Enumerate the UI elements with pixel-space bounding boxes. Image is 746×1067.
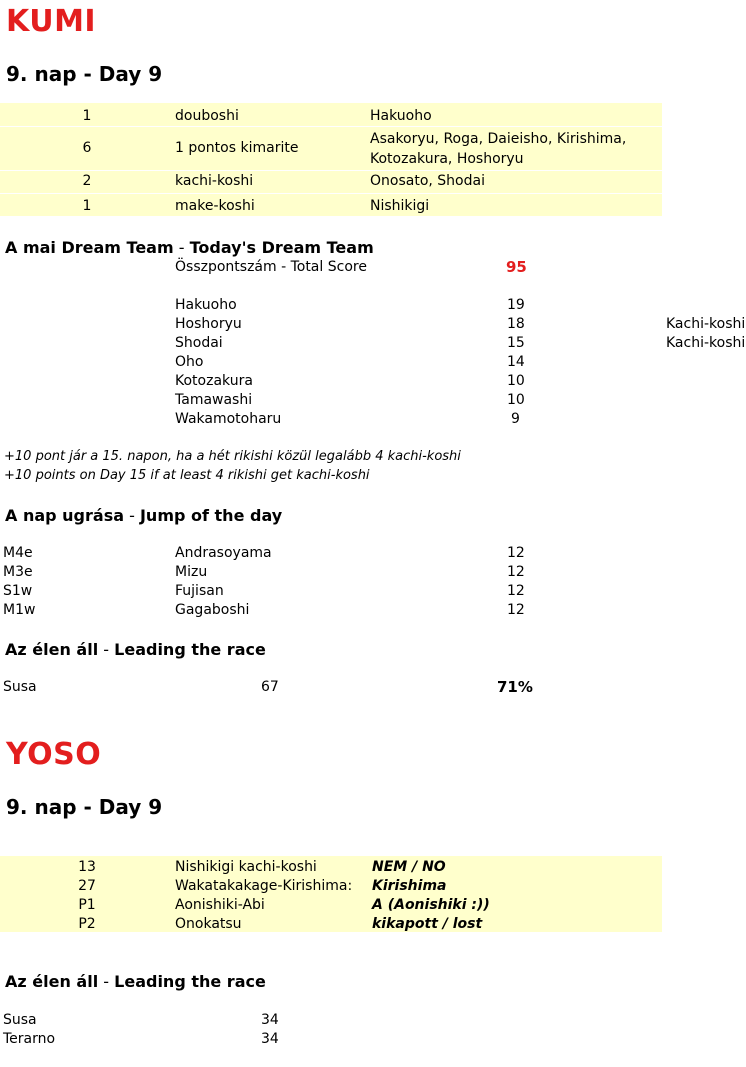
member-name: Tamawashi (175, 392, 253, 408)
yoso-leader-score: 34 (261, 1012, 279, 1028)
bonus-note-hu: +10 pont jár a 15. napon, ha a hét rikishi közül legalább 4 kachi-koshi (4, 449, 461, 464)
stat-names: Asakoryu, Roga, Daieisho, Kirishima, Kotozakura, Hoshoryu (370, 131, 627, 167)
yoso-question: Nishikigi kachi-koshi (175, 859, 317, 875)
yoso-leader-heading: Az élen áll - Leading the race (5, 972, 266, 991)
stat-label: 1 pontos kimarite (175, 140, 299, 156)
jump-rank: M4e (3, 545, 33, 561)
yoso-table (0, 856, 662, 932)
member-score: 9 (511, 411, 520, 427)
jump-name: Fujisan (175, 583, 224, 599)
yoso-title: YOSO (6, 737, 102, 772)
stat-count: 6 (82, 140, 92, 156)
stat-names: Nishikigi (370, 198, 430, 214)
yoso-answer: Kirishima (372, 878, 447, 894)
kumi-title: KUMI (6, 4, 97, 39)
yoso-id: 27 (78, 878, 96, 894)
jump-score: 12 (507, 583, 525, 599)
stat-count: 1 (82, 198, 92, 214)
member-note: Kachi-koshi (666, 316, 746, 332)
jump-score: 12 (507, 564, 525, 580)
yoso-day-heading: 9. nap - Day 9 (6, 795, 163, 819)
member-name: Hoshoryu (175, 316, 242, 332)
yoso-id: 13 (78, 859, 96, 875)
stat-count: 1 (82, 108, 92, 124)
jump-rank: S1w (3, 583, 33, 599)
kumi-day-heading: 9. nap - Day 9 (6, 62, 163, 86)
member-name: Shodai (175, 335, 223, 351)
stat-label: kachi-koshi (175, 173, 254, 189)
member-score: 15 (507, 335, 525, 351)
member-name: Kotozakura (175, 373, 253, 389)
member-score: 19 (507, 297, 525, 313)
total-score-value: 95 (506, 258, 527, 276)
stat-label: make-koshi (175, 198, 255, 214)
kumi-leader-heading: Az élen áll - Leading the race (5, 640, 266, 659)
member-name: Wakamotoharu (175, 411, 282, 427)
member-name: Hakuoho (175, 297, 237, 313)
bonus-note-en: +10 points on Day 15 if at least 4 rikishi get kachi-koshi (4, 468, 370, 483)
yoso-id: P1 (78, 897, 96, 913)
member-score: 18 (507, 316, 525, 332)
kumi-stats-table (0, 103, 662, 216)
yoso-leader-score: 34 (261, 1031, 279, 1047)
jump-rank: M3e (3, 564, 33, 580)
jump-name: Mizu (175, 564, 208, 580)
jump-name: Gagaboshi (175, 602, 250, 618)
jump-heading: A nap ugrása - Jump of the day (5, 506, 283, 525)
member-score: 10 (507, 392, 525, 408)
total-score-label: Összpontszám - Total Score (175, 259, 367, 275)
yoso-question: Wakatakakage-Kirishima: (175, 878, 353, 894)
yoso-answer: kikapott / lost (372, 916, 483, 932)
yoso-answer: A (Aonishiki :)) (372, 897, 490, 913)
jump-name: Andrasoyama (175, 545, 272, 561)
jump-score: 12 (507, 602, 525, 618)
member-score: 14 (507, 354, 525, 370)
dream-team-heading: A mai Dream Team - Today's Dream Team (5, 238, 374, 257)
member-name: Oho (175, 354, 204, 370)
yoso-question: Onokatsu (175, 916, 242, 932)
yoso-question: Aonishiki-Abi (175, 897, 265, 913)
member-note: Kachi-koshi (666, 335, 746, 351)
leader-score: 67 (261, 679, 279, 695)
stat-names: Hakuoho (370, 108, 432, 124)
stat-label: douboshi (175, 108, 239, 124)
yoso-id: P2 (78, 916, 96, 932)
stat-names: Onosato, Shodai (370, 173, 485, 189)
jump-rank: M1w (3, 602, 36, 618)
yoso-answer: NEM / NO (372, 859, 446, 875)
leader-percent: 71% (497, 678, 533, 696)
stat-count: 2 (82, 173, 92, 189)
yoso-leader-name: Terarno (3, 1031, 56, 1047)
member-score: 10 (507, 373, 525, 389)
jump-score: 12 (507, 545, 525, 561)
yoso-leader-name: Susa (3, 1012, 37, 1028)
leader-name: Susa (3, 679, 37, 695)
